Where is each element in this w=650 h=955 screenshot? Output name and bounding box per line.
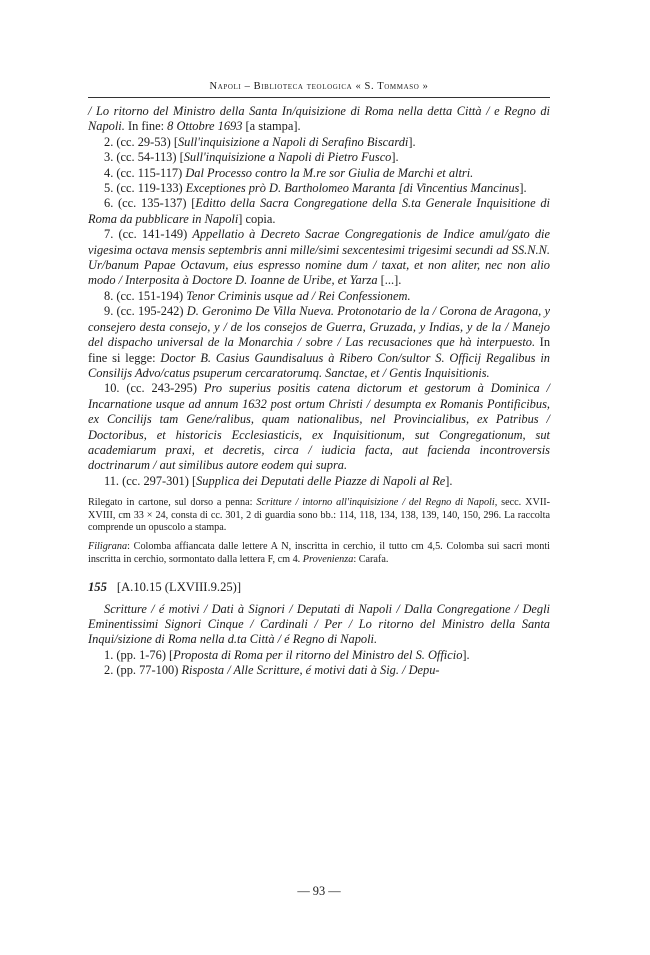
entry-155-title: Scritture / é motivi / Dati à Signori / Deputati di Napoli / Dalla Congregatione / Degli Eminentissimi Signori Cinque / Cardinali / Per / Lo ritorno del Ministro della Santa Inqui/sizione di Roma nella d.ta Città / é Regno di Napoli. xyxy=(88,601,550,647)
item-9: 9. (cc. 195-242) D. Geronimo De Villa Nueva. Protonotario de la / Corona de Aragona, y consejero desta consejo, y / de los consejos de Guerra, Gruzada, y Indias, y de la / Manejo del dispacho universal de la Monarchia / sobre / Las recusaciones que hà interpuesto. In fine si legge: Doctor B. Casius Gaundisaluus à Ribero Con/sultor S. Officij Regalibus in Consilijs Advo/catus psuperum cercaratorumq. Sanctae, et / Gentis Inquisitionis. xyxy=(88,304,551,380)
header-rule xyxy=(88,97,550,98)
item-2: 2. (cc. 29-53) [Sull'inquisizione a Napoli di Serafino Biscardi]. xyxy=(104,134,416,149)
entry-155-heading xyxy=(88,580,550,595)
shelfmark: [A.10.15 (LXVIII.9.25)] xyxy=(116,580,242,595)
watermark-note: Filigrana: Colomba affiancata dalle lettere A N, inscritta in cerchio, il tutto cm 4,5. Colomba sui sacri monti inscritta in cerchio, sormontato dalla lettera F, cm 4. Provenienza: Carafa. xyxy=(88,540,550,565)
item-6: 6. (cc. 135-137) [Editto della Sacra Congregatione della S.ta Generale Inquisitione di Roma da pubblicare in Napoli] copia. xyxy=(88,196,550,226)
entry-155-item-2: 2. (pp. 77-100) Risposta / Alle Scritture, é motivi dati à Sig. / Depu- xyxy=(104,663,440,678)
binding-note: Rilegato in cartone, sul dorso a penna: Scritture / intorno all'inquisizione / del Regno di Napoli, secc. XVII-XVIII, cm 33 × 24, consta di cc. 301, 2 di guardia sono bb.: 114, 118, 134, 138, 139, 140, 150, 296. La raccolta comprende un opuscolo a stampa. xyxy=(88,497,551,534)
item-4: 4. (cc. 115-117) Dal Processo contro la M.re sor Giulia de Marchi et altri. xyxy=(104,165,474,180)
item-8: 8. (cc. 151-194) Tenor Criminis usque ad / Rei Confessionem. xyxy=(104,288,411,303)
entry-154-title-continuation: / Lo ritorno del Ministro della Santa In/quisizione di Roma nella detta Città / e Regno di Napoli. In fine: 8 Ottobre 1693 [a stampa]. xyxy=(88,104,550,134)
running-header: Napoli – Biblioteca teologica « S. Tommaso » xyxy=(209,81,429,92)
item-7: 7. (cc. 141-149) Appellatio à Decreto Sacrae Congregationis de Indice amul/gato die vigesima octava mensis septembris anni mille/simi sexcentesimi trigesimi secundi ad SS.N.N. Ur/banum Papae Octavum, eius espresso nomine dum / taxat, et non aliter, nec non alio modo / Interposita à Doctore D. Ioanne de Uribe, et Yarza [...]. xyxy=(88,227,550,288)
entry-155-item-1: 1. (pp. 1-76) [Proposta di Roma per il ritorno del Ministro del S. Officio]. xyxy=(104,647,470,662)
page-number: — 93 — xyxy=(297,884,341,898)
entry-number: 155 xyxy=(88,580,107,595)
item-10: 10. (cc. 243-295) Pro superius positis catena dictorum et gestorum à Dominica / Incarnatione usque ad annum 1632 post ortum Christi / desumpta ex Romanis Pontificibus, ex Concilijs tam Gene/ralibus, quam nationalibus, nel Provincialibus, ex Patribus / Doctoribus, et historicis Ecclesiasticis, ex Inquisitionum, sut Congregationum, sut academiarum praxi, et decretis, circa / iudicia facta, aut facienda incontroversis doctrinarum / aut similibus autore eodem qui supra. xyxy=(88,381,550,473)
item-11: 11. (cc. 297-301) [Supplica dei Deputati delle Piazze di Napoli al Re]. xyxy=(104,473,453,488)
page-body xyxy=(88,104,550,679)
item-3: 3. (cc. 54-113) [Sull'inquisizione a Napoli di Pietro Fusco]. xyxy=(104,150,399,165)
item-5: 5. (cc. 119-133) Exceptiones prò D. Bartholomeo Maranta [di Vincentius Mancinus]. xyxy=(104,181,527,196)
